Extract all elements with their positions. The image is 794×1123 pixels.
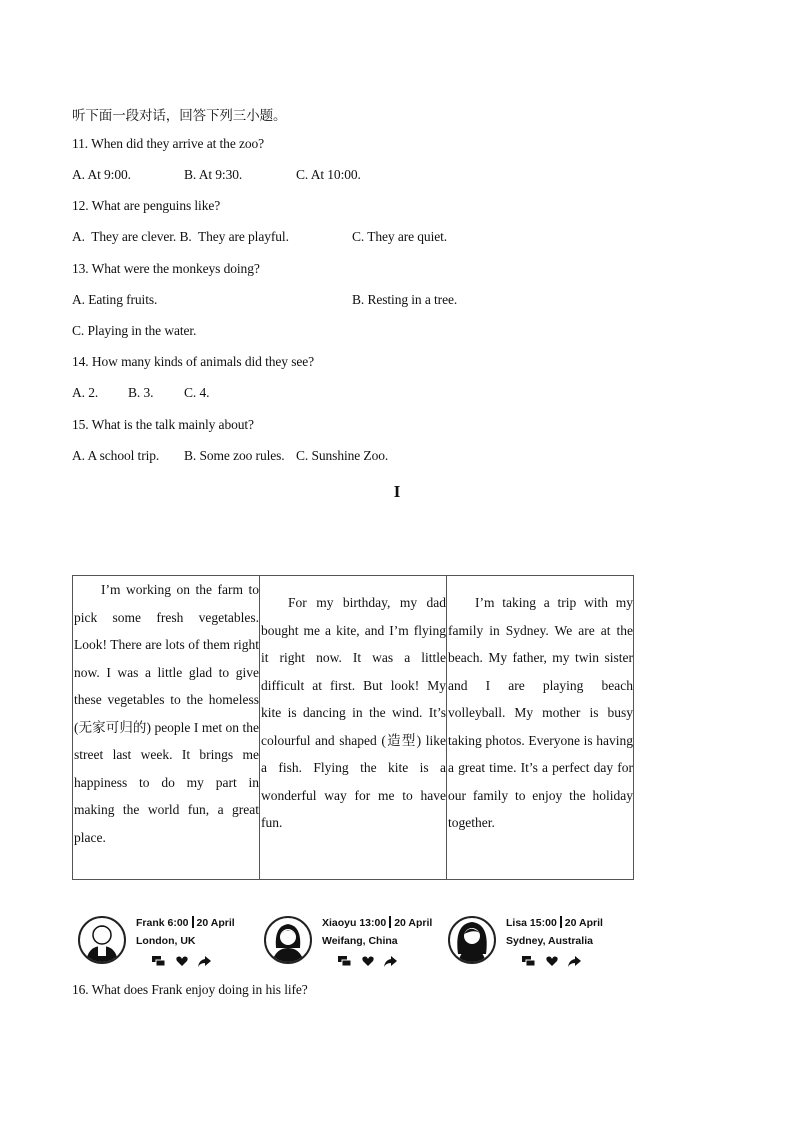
- post-location: Sydney, Australia: [506, 935, 593, 947]
- option-14b: B. 3.: [128, 385, 154, 400]
- post-date: 20 April: [196, 917, 235, 929]
- section-heading: I: [393, 482, 401, 501]
- separator: [389, 916, 391, 928]
- separator: [192, 916, 194, 928]
- post-author-time: Frank 6:00: [136, 917, 189, 929]
- post-location: London, UK: [136, 935, 196, 947]
- passage-frank: I’m working on the farm to pick some fresh vegetables. Look! There are lots of them right now. I was a little glad to give these vegetables to the homeless (无家可归的) people I met on the street last week. It brings me happiness to do my part in making the world fun, a great place.: [74, 582, 259, 845]
- heart-icon[interactable]: [546, 954, 558, 972]
- heart-icon[interactable]: [176, 954, 188, 972]
- option-13a: A. Eating fruits.: [72, 292, 158, 307]
- passage-frank-cell: [73, 576, 260, 880]
- passage-table: [72, 575, 634, 880]
- question-12: 12. What are penguins like?: [72, 198, 221, 213]
- option-13c: C. Playing in the water.: [72, 323, 197, 338]
- option-12ab: A. They are clever. B. They are playful.: [72, 229, 289, 244]
- option-15a: A. A school trip.: [72, 448, 160, 463]
- share-icon[interactable]: [568, 954, 581, 972]
- option-12c: C. They are quiet.: [352, 229, 448, 244]
- avatar: [264, 916, 312, 964]
- comment-icon[interactable]: [338, 954, 352, 972]
- heart-icon[interactable]: [362, 954, 374, 972]
- passage-lisa-cell: [447, 576, 634, 880]
- question-16: 16. What does Frank enjoy doing in his life?: [72, 982, 308, 997]
- passage-lisa: I’m taking a trip with my family in Sydney. We are at the beach. My father, my twin sister and I are playing beach volleyball. My mother is busy taking photos. Everyone is having a great time. It’s a perfect day for our family to enjoy the holiday together.: [448, 595, 633, 830]
- option-14c: C. 4.: [184, 385, 210, 400]
- option-11c: C. At 10:00.: [296, 167, 361, 182]
- post-actions: [522, 954, 581, 972]
- social-posts: [78, 910, 638, 974]
- post-author-time: Xiaoyu 13:00: [322, 917, 387, 929]
- post-location: Weifang, China: [322, 935, 398, 947]
- question-13: 13. What were the monkeys doing?: [72, 261, 260, 276]
- comment-icon[interactable]: [522, 954, 536, 972]
- passage-xiaoyu: For my birthday, my dad bought me a kite, and I’m flying it right now. It was a little difficult at first. But look! My kite is dancing in the wind. It’s colourful and shaped (造型) like a fish. Flying the kite is a wonderful way for me to have fun.: [261, 595, 446, 830]
- question-15: 15. What is the talk mainly about?: [72, 417, 254, 432]
- separator: [560, 916, 562, 928]
- share-icon[interactable]: [384, 954, 397, 972]
- option-11b: B. At 9:30.: [184, 167, 243, 182]
- question-11: 11. When did they arrive at the zoo?: [72, 136, 265, 151]
- post-date: 20 April: [394, 917, 433, 929]
- post-author-time: Lisa 15:00: [506, 917, 557, 929]
- option-15b: B. Some zoo rules.: [184, 448, 285, 463]
- option-13b: B. Resting in a tree.: [352, 292, 458, 307]
- avatar: [78, 916, 126, 964]
- option-14a: A. 2.: [72, 385, 99, 400]
- post-actions: [338, 954, 397, 972]
- comment-icon[interactable]: [152, 954, 166, 972]
- post-date: 20 April: [564, 917, 603, 929]
- option-15c: C. Sunshine Zoo.: [296, 448, 389, 463]
- instruction: 听下面一段对话，回答下列三小题。: [72, 108, 287, 123]
- share-icon[interactable]: [198, 954, 211, 972]
- passage-xiaoyu-cell: [260, 576, 447, 880]
- avatar: [448, 916, 496, 964]
- question-14: 14. How many kinds of animals did they see?: [72, 354, 315, 369]
- option-11a: A. At 9:00.: [72, 167, 131, 182]
- post-actions: [152, 954, 211, 972]
